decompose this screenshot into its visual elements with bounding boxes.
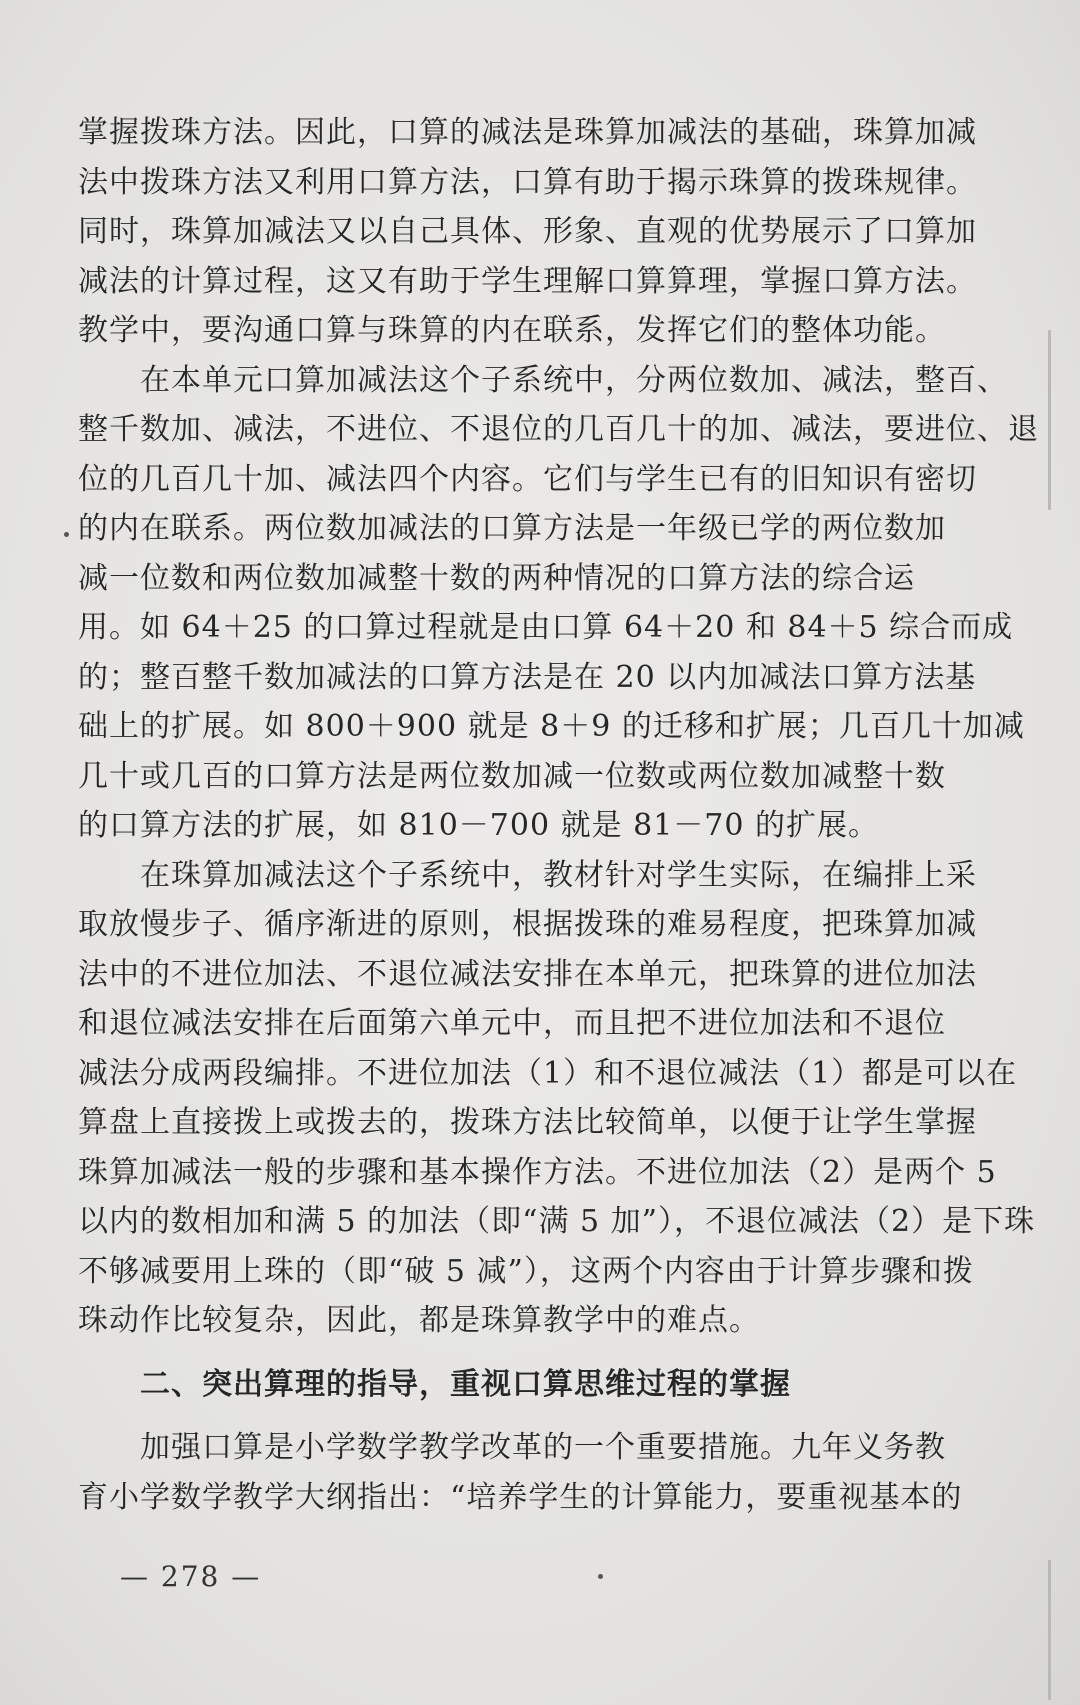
- text-line: 减一位数和两位数加减整十数的两种情况的口算方法的综合运: [78, 560, 915, 596]
- text-line: 减法的计算过程，这又有助于学生理解口算算理，掌握口算方法。: [78, 263, 977, 299]
- margin-mark: [1048, 1560, 1051, 1700]
- paragraph-3: [78, 851, 1036, 1346]
- text-line: 法中拨珠方法又利用口算方法，口算有助于揭示珠算的拨珠规律。: [78, 164, 977, 200]
- text-line: 的口算方法的扩展，如 810－700 就是 81－70 的扩展。: [78, 808, 880, 843]
- page-number: — 278 —: [120, 1560, 262, 1593]
- text-line: 位的几百几十加、减法四个内容。它们与学生已有的旧知识有密切: [78, 461, 977, 497]
- paragraph-2: [78, 356, 1039, 851]
- text-line: 算盘上直接拨上或拨去的，拨珠方法比较简单，以便于让学生掌握: [78, 1105, 977, 1140]
- text-line: 教学中，要沟通口算与珠算的内在联系，发挥它们的整体功能。: [78, 313, 946, 348]
- text-line: 不够减要用上珠的（即“破 5 减”），这两个内容由于计算步骤和拨: [78, 1253, 974, 1289]
- ink-dot: [64, 532, 69, 537]
- paragraph-4: [78, 1423, 1003, 1522]
- text-line: 同时，珠算加减法又以自己具体、形象、直观的优势展示了口算加: [78, 214, 977, 249]
- text-line: 在珠算加减法这个子系统中，教材针对学生实际，在编排上采: [140, 857, 977, 893]
- text-line: 用。如 64＋25 的口算过程就是由口算 64＋20 和 84＋5 综合而成: [78, 610, 1014, 645]
- text-line: 和退位减法安排在后面第六单元中，而且把不进位加法和不退位: [78, 1006, 946, 1041]
- margin-mark: [1048, 330, 1051, 510]
- paragraph-1: [78, 108, 1003, 356]
- text-line: 珠动作比较复杂，因此，都是珠算教学中的难点。: [78, 1303, 760, 1338]
- text-line: 整千数加、减法，不进位、不退位的几百几十的加、减法，要进位、退: [78, 412, 1039, 447]
- text-line: 育小学数学教学大纲指出：“培养学生的计算能力，要重视基本的: [78, 1479, 963, 1515]
- text-line: 掌握拨珠方法。因此，口算的减法是珠算加减法的基础，珠算加减: [78, 115, 977, 150]
- text-line: 法中的不进位加法、不退位减法安排在本单元，把珠算的进位加法: [78, 956, 977, 992]
- text-line: 加强口算是小学数学教学改革的一个重要措施。九年义务教: [140, 1430, 946, 1465]
- text-line: 以内的数相加和满 5 的加法（即“满 5 加”），不退位减法（2）是下珠: [78, 1204, 1036, 1239]
- text-line: 珠算加减法一般的步骤和基本操作方法。不进位加法（2）是两个 5: [78, 1154, 997, 1190]
- text-line: 在本单元口算加减法这个子系统中，分两位数加、减法，整百、: [140, 362, 1008, 398]
- ink-dot: [598, 1574, 603, 1579]
- section-heading: 二、突出算理的指导，重视口算思维过程的掌握: [140, 1366, 791, 1402]
- page-body: [78, 108, 1039, 1522]
- text-line: 础上的扩展。如 800＋900 就是 8＋9 的迁移和扩展；几百几十加减: [78, 709, 1025, 744]
- text-line: 几十或几百的口算方法是两位数加减一位数或两位数加减整十数: [78, 758, 946, 794]
- text-line: 的内在联系。两位数加减法的口算方法是一年级已学的两位数加: [78, 511, 946, 546]
- text-line: 取放慢步子、循序渐进的原则，根据拨珠的难易程度，把珠算加减: [78, 907, 977, 942]
- text-line: 减法分成两段编排。不进位加法（1）和不退位减法（1）都是可以在: [78, 1055, 1018, 1091]
- text-line: 的；整百整千数加减法的口算方法是在 20 以内加减法口算方法基: [78, 659, 977, 695]
